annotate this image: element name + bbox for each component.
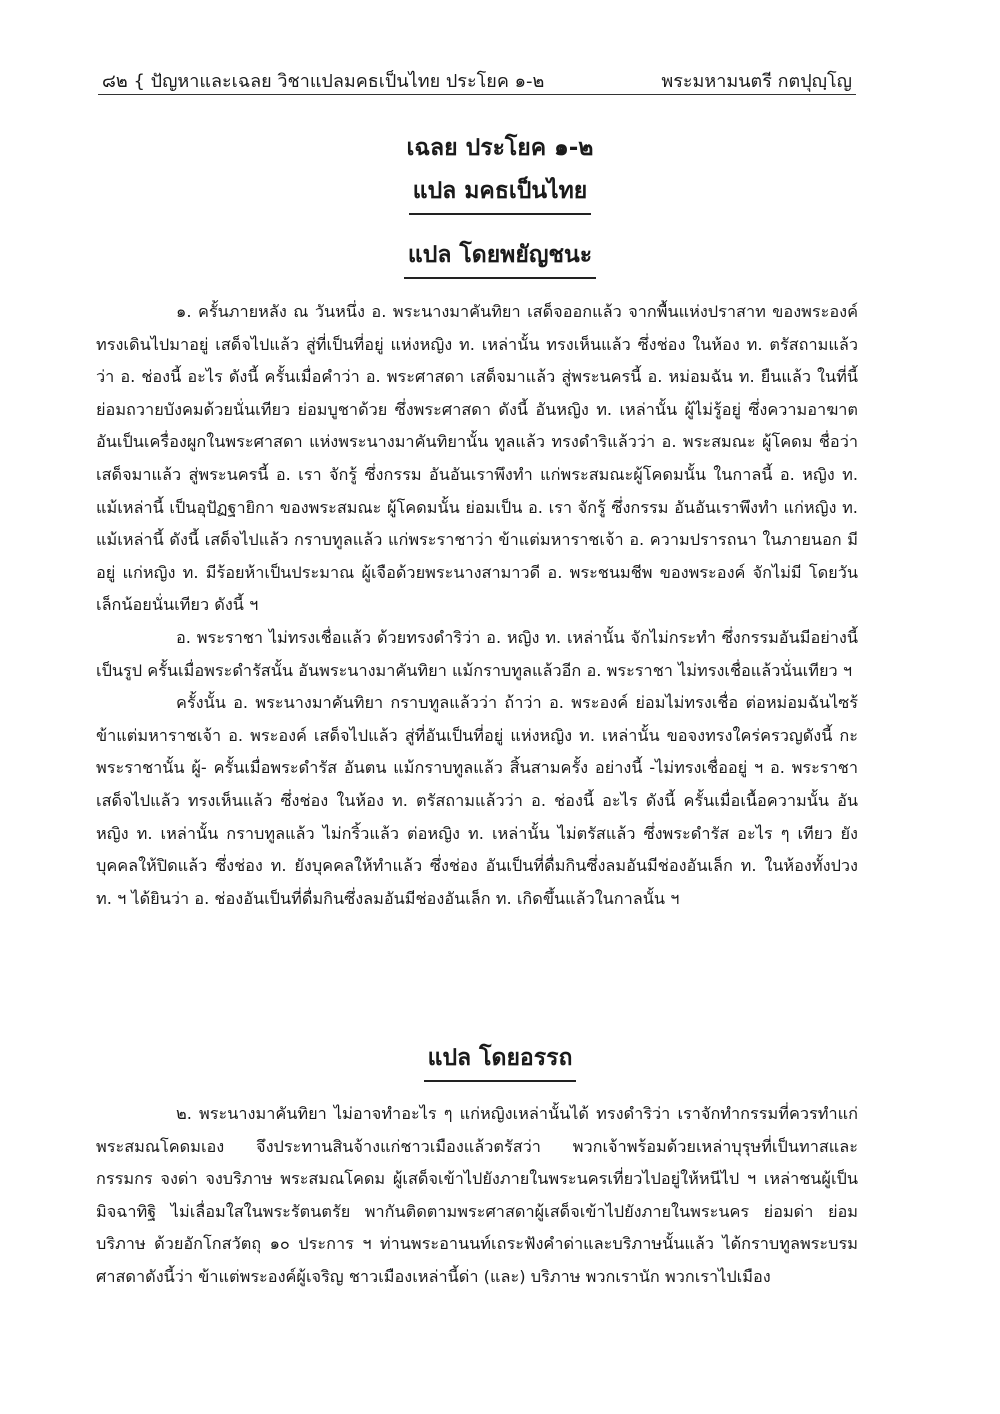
page-subtitle-text: แปล มคธเป็นไทย [409,173,592,215]
header-left: ๘๒ { ปัญหาและเฉลย วิชาแปลมคธเป็นไทย ประโยค ๑-๒ [102,71,545,92]
paragraph: ครั้งนั้น อ. พระนางมาคันทิยา กราบทูลแล้วว่า ถ้าว่า อ. พระองค์ ย่อมไม่ทรงเชื่อ ต่อหม่อมฉันไซร้ ข้าแต่มหาราชเจ้า อ. พระองค์ เสด็จไปแล้ว สู่ที่อันเป็นที่อยู่ แห่งหญิง ท. เหล่านั้น ขอจงทรงใคร่ครวญดังนี้ กะพระราชานั้น ผู้- ครั้นเมื่อพระดำรัส อันตน แม้กราบทูลแล้ว สิ้นสามครั้ง อย่างนี้ -ไม่ทรงเชื่ออยู่ ฯ อ. พระราชา เสด็จไปแล้ว ทรงเห็นแล้ว ซึ่งช่อง ในห้อง ท. ตรัสถามแล้วว่า อ. ช่องนี้ อะไร ดังนี้ ครั้นเมื่อเนื้อความนั้น อันหญิง ท. เหล่านั้น กราบทูลแล้ว ไม่กริ้วแล้ว ต่อหญิง ท. เหล่านั้น ไม่ตรัสแล้ว ซึ่งพระดำรัส อะไร ๆ เทียว ยังบุคคลให้ปิดแล้ว ซึ่งช่อง ท. ยังบุคคลให้ทำแล้ว ซึ่งช่อง อันเป็นที่ดื่มกินซึ่งลมอันมีช่องอันเล็ก ท. ในห้องทั้งปวง ท. ฯ ได้ยินว่า อ. ช่องอันเป็นที่ดื่มกินซึ่งลมอันมีช่องอันเล็ก ท. เกิดขึ้นแล้วในกาลนั้น ฯ [96,693,858,908]
section-heading-literal [0,237,1000,279]
header-right: พระมหามนตรี กตปุญฺโญ [661,71,852,92]
section-heading-literal-text: แปล โดยพยัญชนะ [404,237,596,279]
paragraph: อ. พระราชา ไม่ทรงเชื่อแล้ว ด้วยทรงดำริว่า อ. หญิง ท. เหล่านั้น จักไม่กระทำ ซึ่งกรรมอันมีอย่างนี้เป็นรูป ครั้นเมื่อพระดำรัสนั้น อันพระนางมาคันทิยา แม้กราบทูลแล้วอีก อ. พระราชา ไม่ทรงเชื่อแล้วนั่นเทียว ฯ [96,627,858,680]
page-title [0,130,1000,166]
page-subtitle [0,173,1000,215]
section-meaning-body [96,1098,858,1294]
paragraph: ๑. ครั้นภายหลัง ณ วันหนึ่ง อ. พระนางมาคันทิยา เสด็จออกแล้ว จากพื้นแห่งปราสาท ของพระองค์ ทรงเดินไปมาอยู่ เสด็จไปแล้ว สู่ที่เป็นที่อยู่ แห่งหญิง ท. เหล่านั้น ทรงเห็นแล้ว ซึ่งช่อง ในห้อง ท. ตรัสถามแล้วว่า อ. ช่องนี้ อะไร ดังนี้ ครั้นเมื่อคำว่า อ. พระศาสดา เสด็จมาแล้ว สู่พระนครนี้ อ. หม่อมฉัน ท. ยืนแล้ว ในที่นี้ ย่อมถวายบังคมด้วยนั่นเทียว ย่อมบูชาด้วย ซึ่งพระศาสดา ดังนี้ อันหญิง ท. เหล่านั้น ผู้ไม่รู้อยู่ ซึ่งความอาฆาต อันเป็นเครื่องผูกในพระศาสดา แห่งพระนางมาคันทิยานั้น ทูลแล้ว ทรงดำริแล้วว่า อ. พระสมณะ ผู้โคดม ชื่อว่าเสด็จมาแล้ว สู่พระนครนี้ อ. เรา จักรู้ ซึ่งกรรม อันอันเราพึงทำ แก่พระสมณะผู้โคดมนั้น ในกาลนี้ อ. หญิง ท. แม้เหล่านี้ เป็นอุปัฏฐายิกา ของพระสมณะ ผู้โคดมนั้น ย่อมเป็น อ. เรา จักรู้ ซึ่งกรรม อันอันเราพึงทำ แก่หญิง ท. แม้เหล่านี้ ดังนี้ เสด็จไปแล้ว กราบทูลแล้ว แก่พระราชาว่า ข้าแต่มหาราชเจ้า อ. ความปรารถนา ในภายนอก มีอยู่ แก่หญิง ท. มีร้อยห้าเป็นประมาณ ผู้เจือด้วยพระนางสามาวดี อ. พระชนมชีพ ของพระองค์ จักไม่มี โดยวันเล็กน้อยนั่นเทียว ดังนี้ ฯ [96,302,858,615]
section-heading-meaning-text: แปล โดยอรรถ [424,1040,577,1082]
paragraph: ๒. พระนางมาคันทิยา ไม่อาจทำอะไร ๆ แก่หญิงเหล่านั้นได้ ทรงดำริว่า เราจักทำกรรมที่ควรทำแก่พระสมณโคดมเอง จึงประทานสินจ้างแก่ชาวเมืองแล้วตรัสว่า พวกเจ้าพร้อมด้วยเหล่าบุรุษที่เป็นทาสและกรรมกร จงด่า จงบริภาษ พระสมณโคดม ผู้เสด็จเข้าไปยังภายในพระนครเที่ยวไปอยู่ให้หนีไป ฯ เหล่าชนผู้เป็นมิจฉาทิฐิ ไม่เลื่อมใสในพระรัตนตรัย พากันติดตามพระศาสดาผู้เสด็จเข้าไปยังภายในพระนคร ย่อมด่า ย่อมบริภาษ ด้วยอักโกสวัตถุ ๑๐ ประการ ฯ ท่านพระอานนท์เถระฟังคำด่าและบริภาษนั้นแล้ว ได้กราบทูลพระบรมศาสดาดังนี้ว่า ข้าแต่พระองค์ผู้เจริญ ชาวเมืองเหล่านี้ด่า (และ) บริภาษ พวกเรานัก พวกเราไปเมือง [96,1104,858,1286]
section-heading-meaning [0,1040,1000,1082]
running-header [98,60,856,95]
page-title-text: เฉลย ประโยค ๑-๒ [406,135,594,161]
section-literal-body [96,296,858,915]
